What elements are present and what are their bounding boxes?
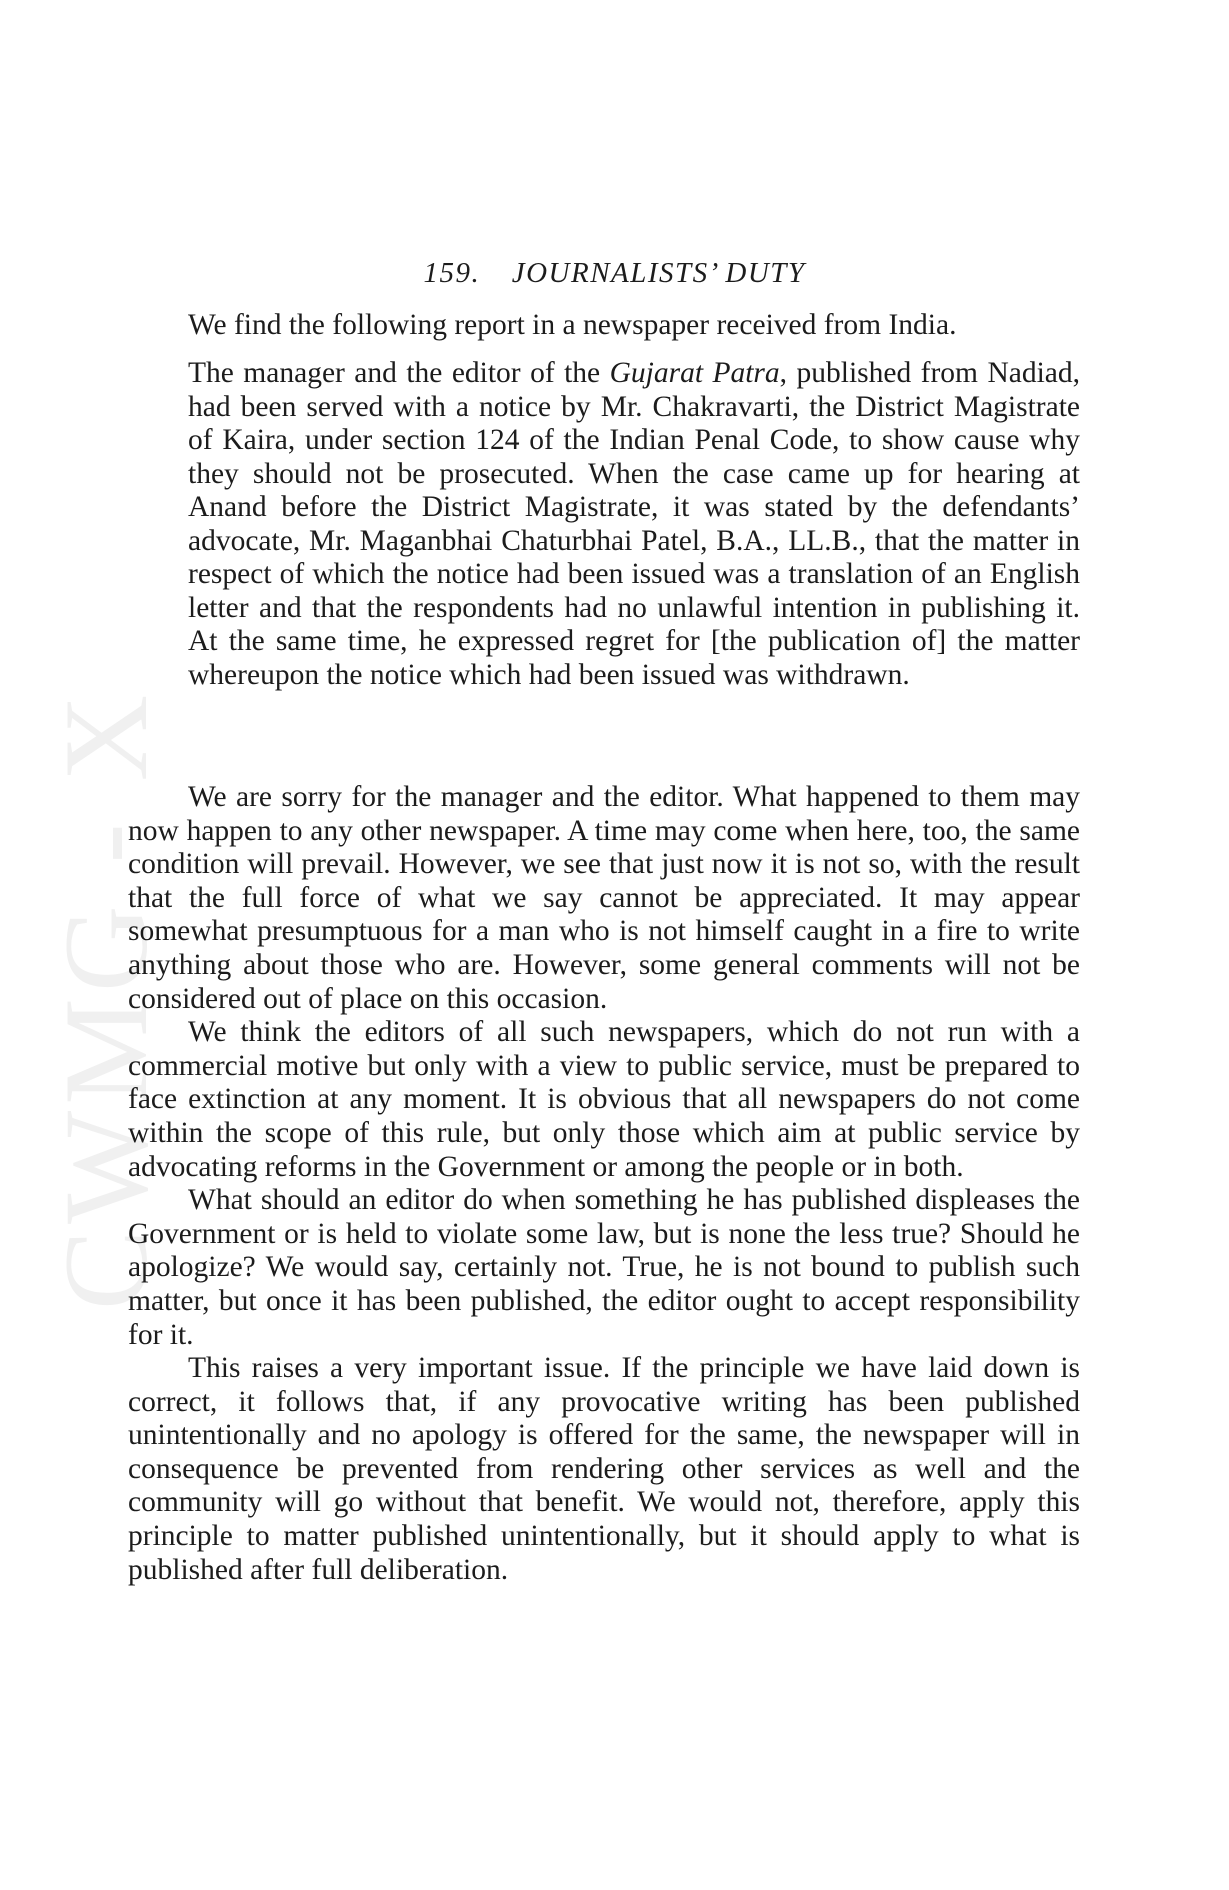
body-paragraph-3: What should an editor do when something he has published displeases the Government or is held to violate some law, but is none the less true? Should he apologize? We would say, certainly not. True, he is not bound to publish such matter, but once it has been published, the editor ought to accept responsibility for it. (128, 1184, 1080, 1351)
watermark-text: CWMG - X (39, 688, 172, 1310)
body-paragraph-2: We think the editors of all such newspapers, which do not run with a commercial motive but only with a view to public service, must be prepared to face extinction at any moment. It is obvious that all newspapers do not come within the scope of this rule, but only those which aim at public service by advocating reforms in the Government or among the people or in both. (128, 1016, 1080, 1183)
article-title: JOURNALISTS’ DUTY (511, 257, 806, 289)
article-number: 159. (423, 257, 481, 289)
quote-text-before: The manager and the editor of the (188, 357, 610, 389)
newspaper-name: Gujarat Patra (609, 357, 780, 389)
body-paragraph-1: We are sorry for the manager and the editor. What happened to them may now happen to any other newspaper. A time may come when here, too, the same condition will prevail. However, we see that just now it is not so, with the result that the full force of what we say cannot be appreciated. It may appear somewhat presumptuous for a man who is not himself caught in a fire to write anything about those who are. However, some general comments will not be considered out of place on this occasion. (128, 781, 1080, 1015)
article-body (128, 781, 1080, 1587)
intro-paragraph: We find the following report in a newspaper received from India. (188, 309, 957, 341)
quoted-report (188, 357, 1080, 692)
quote-text-after: , published from Nadiad, had been served with a notice by Mr. Chakravarti, the District Magistrate of Kaira, under section 124 of the Indian Penal Code, to show cause why they should not be prosecuted. When the case came up for hearing at Anand before the District Magistrate, it was stated by the defendants’ advocate, Mr. Maganbhai Chaturbhai Patel, B.A., LL.B., that the matter in respect of which the notice had been issued was a translation of an English letter and that the respondents had no unlawful intention in publishing it. At the same time, he expressed regret for [the publication of] the matter whereupon the notice which had been issued was withdrawn. (188, 357, 1081, 691)
body-paragraph-4: This raises a very important issue. If the principle we have laid down is correct, it follows that, if any provocative writing has been published unintentionally and no apology is offered for the same, the newspaper will in consequence be prevented from rendering other services as well and the community will go without that benefit. We would not, therefore, apply this principle to matter published unintentionally, but it should apply to what is published after full deliberation. (128, 1352, 1080, 1586)
article-heading (0, 255, 1229, 291)
